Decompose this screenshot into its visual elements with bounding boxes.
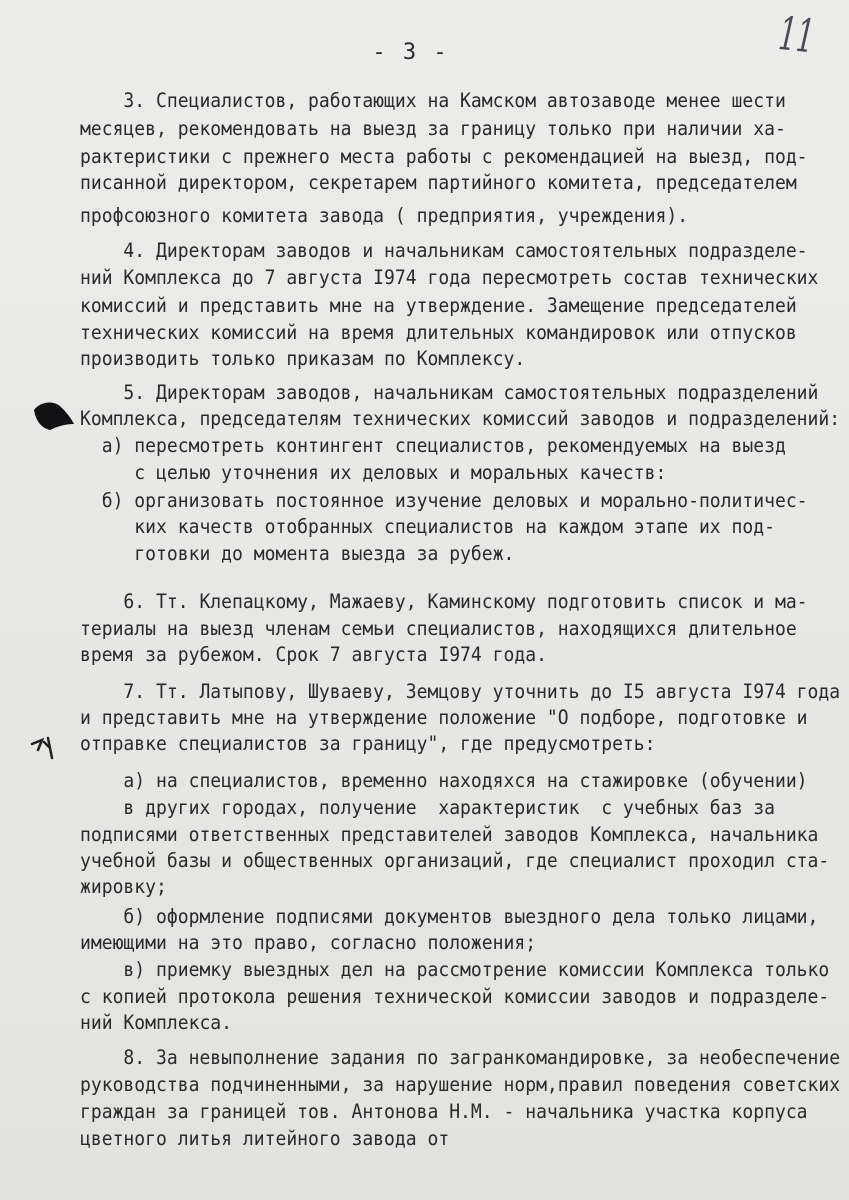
text-line: производить только приказам по Комплексу.	[80, 347, 526, 370]
text-line: технических комиссий на время длительных командировок или отпусков	[80, 321, 797, 344]
text-line: ний Комплекса до 7 августа I974 года пересмотреть состав технических	[80, 266, 819, 289]
text-line: профсоюзного комитета завода ( предприятия, учреждения).	[80, 204, 689, 227]
text-line: жировку;	[80, 875, 167, 898]
text-line: териалы на выезд членам семьи специалистов, находящихся длительное	[80, 617, 797, 640]
text-line: б) организовать постоянное изучение деловых и морально-политичес-	[80, 489, 808, 512]
ink-blot-mark	[30, 400, 78, 434]
text-line: 7. Тт. Латыпову, Шуваеву, Земцову уточнить до I5 августа I974 года	[80, 680, 841, 703]
text-line: с целью уточнения их деловых и моральных качеств:	[80, 461, 667, 484]
text-line: месяцев, рекомендовать на выезд за границу только при наличии ха-	[80, 117, 786, 140]
text-line: время за рубежом. Срок 7 августа I974 года.	[80, 643, 547, 666]
text-line: имеющими на это право, согласно положения;	[80, 931, 537, 954]
text-line: рактеристики с прежнего места работы с рекомендацией на выезд, под-	[80, 145, 808, 168]
text-line: б) оформление подписями документов выездного дела только лицами,	[80, 905, 819, 928]
text-line: комиссий и представить мне на утверждение. Замещение председателей	[80, 294, 797, 317]
text-line: готовки до момента выезда за рубеж.	[80, 542, 515, 565]
text-line: 5. Директорам заводов, начальникам самостоятельных подразделений	[80, 381, 819, 404]
text-line: ний Комплекса.	[80, 1011, 233, 1034]
text-line: подписями ответственных представителей заводов Комплекса, начальника	[80, 823, 819, 846]
text-line: в) приемку выездных дел на рассмотрение комиссии Комплекса только	[80, 958, 830, 981]
text-line: ких качеств отобранных специалистов на каждом этапе их под-	[80, 515, 775, 538]
text-line: Комплекса, председателям технических комиссий заводов и подразделений:	[80, 407, 841, 430]
text-line: 8. За невыполнение задания по загранкомандировке, за необеспечение	[80, 1046, 841, 1069]
text-line: и представить мне на утверждение положение "О подборе, подготовке и	[80, 706, 808, 729]
text-line: 4. Директорам заводов и начальникам самостоятельных подразделе-	[80, 239, 808, 262]
archive-page-number-handwritten: 11	[776, 6, 817, 64]
text-line: с копией протокола решения технической комиссии заводов и подразделе-	[80, 985, 830, 1008]
page-number: - 3 -	[372, 40, 449, 65]
text-line: цветного литья литейного завода от	[80, 1127, 450, 1150]
text-line: руководства подчиненными, за нарушение норм,правил поведения советских	[80, 1073, 841, 1096]
text-line: а) на специалистов, временно находяхся на стажировке (обучении)	[80, 769, 808, 792]
text-line: писанной директором, секретарем партийного комитета, председателем	[80, 171, 797, 194]
text-line: в других городах, получение характеристик с учебных баз за	[80, 796, 775, 819]
text-line: 3. Специалистов, работающих на Камском автозаводе менее шести	[80, 89, 786, 112]
text-line: 6. Тт. Клепацкому, Мажаеву, Каминскому подготовить список и ма-	[80, 590, 808, 613]
text-line: отправке специалистов за границу", где предусмотреть:	[80, 732, 656, 755]
text-line: граждан за границей тов. Антонова Н.М. - начальника участка корпуса	[80, 1100, 808, 1123]
text-line: учебной базы и общественных организаций, где специалист проходил ста-	[80, 849, 830, 872]
text-line: а) пересмотреть контингент специалистов, рекомендуемых на выезд	[80, 434, 786, 457]
ink-scribble-mark	[28, 732, 64, 762]
